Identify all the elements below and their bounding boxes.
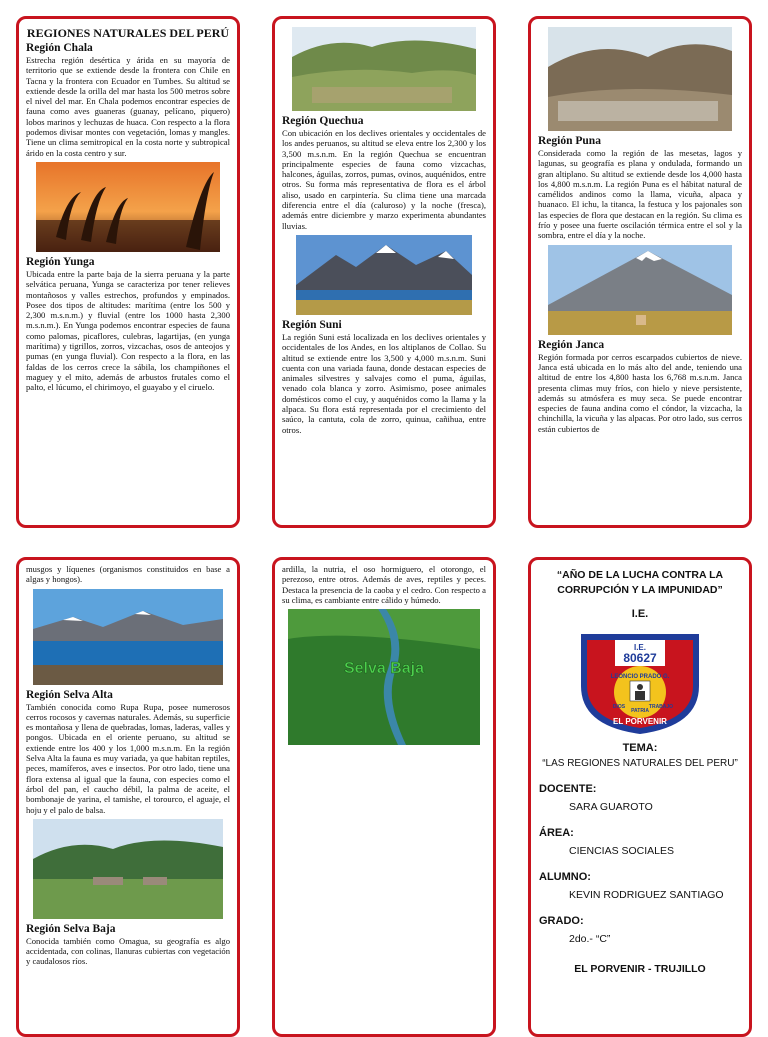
text-janca-continuation: musgos y líquenes (organismos constituidos en base a algas y hongos). [26,564,230,585]
image-selva-baja-river [288,609,480,745]
heading-selva-baja: Región Selva Baja [26,922,116,935]
tema-value: “LAS REGIONES NATURALES DEL PERU” [542,758,738,769]
shield-trabajo: TRABAJO [648,704,674,710]
shield-ie-text: I.E. [633,643,647,652]
shield-dios: DIOS [612,704,626,710]
grado-label: GRADO: [539,915,584,927]
heading-quechua: Región Quechua [282,115,364,127]
panel-puna-janca [528,16,752,528]
year-motto: “AÑO DE LA LUCHA CONTRA LA CORRUPCIÓN Y LA IMPUNIDAD” [556,569,724,596]
ie-label: I.E. [631,608,649,620]
panel-selva [16,557,240,1037]
place-label: EL PORVENIR - TRUJILLO [574,963,706,975]
grado-value: 2do.- “C” [569,933,611,945]
shield-banner: LEONCIO PRADO G. [610,674,670,680]
image-quechua-valley [292,27,476,111]
heading-janca: Región Janca [538,338,605,351]
shield-number: 80627 [623,651,657,665]
alumno-value: KEVIN RODRIGUEZ SANTIAGO [569,889,724,901]
heading-suni: Región Suni [282,318,342,331]
text-janca: Región formada por cerros escarpados cubiertos de nieve. Janca está ubicada en lo más alto del ande, teniendo una altitud de entre los 4,800 hasta los 6,768 m.s.n.m. Janca presenta climas muy fríos, con hielo y nieve persistente, además su atmósfera es muy seca. Se puede encontrar especies de fauna andina como el cóndor, la vizcacha, la chinchilla, la vicuña y las alpacas. Por otro lado, sus cerros están cubiertos de [538,351,742,434]
heading-chala: Región Chala [26,42,93,54]
text-yunga: Ubicada entre la parte baja de la sierra peruana y la parte selvática peruana, Yunga se caracteriza por tener relieves montañosos y valles estrechos, profundos y empinados. Posee dos tipos de altitudes: marítima (entre los 500 y 2,300 m.s.n.m.) y fluvial (entre los 1000 hasta 2,300 m.s.n.m.). En Yunga podemos encontrar especies de fauna como palomas, picaflores, culebras, lagartijas, (en yunga marítima) y tigrillos, zorros, vizcachas, osos de anteojos y pumas (en yunga fluvial). Con respecto a la flora, en las faldas de los cerros crece la sábila, los champiñones el maguey y el mito, además de arbustos frutales como el palto, el lúcumo, el chirimoyo, el guayabo y el ciruelo. [26,268,230,393]
area-value: CIENCIAS SOCIALES [569,845,675,857]
image-selva-alta-lake [33,589,223,685]
text-selva-baja-continuation: ardilla, la nutria, el oso hormiguero, el otorongo, el perezoso, entre otros. Además de aves, reptiles y peces. Destaca la presencia de la caoba y el cedro. Con respecto a su clima, es cambiante entre cálido y húmedo. [282,564,486,605]
text-puna: Considerada como la región de las mesetas, lagos y lagunas, su geografía es plana y ondulada, formando un gran altiplano. Su altitud se extiende desde los 4,000 hasta los 4,800 m.s.n.m. La región Puna es el hábitat natural de camélidos andinos como la llama, vicuña, alpaca y huanaco. El ichu, la titanca, la festuca y los pajonales son las especies de flora que destacan en la región. Su clima es frío y posee una fuerte oscilación térmica entre el sol y la sombra, entre el día y la noche. [538,148,742,241]
image-chala-beach [36,162,220,252]
image-caption: Selva Baja [343,660,425,678]
panel-quechua-suni [272,16,496,528]
text-selva-baja: Conocida también como Omagua, su geografía es algo accidentada, con colinas, llanuras cubiertas con vegetación y caudalosos ríos. [26,935,230,967]
image-puna-town [548,27,732,131]
alumno-label: ALUMNO: [539,871,591,883]
docente-label: DOCENTE: [539,783,597,795]
panel-selva-baja-cont [272,557,496,1037]
panel-chala-yunga [16,16,240,528]
text-suni: La región Suni está localizada en los declives orientales y occidentales de los Andes, en los altiplanos de Collao. Su altitud se extiende entre los 3,500 y 4,000 m.s.n.m. Suni cuenta con una variada fauna, donde destacan especies de animales silvestres y salvajes como el puma, águilas, venado cola blanca y zorro. Asimismo, posee animales domésticos como el cuy, y auquénidos como la llama y la alpaca. Su flora está representada por el crecimiento del saúco, la cantuta, cola de zorro, quinua, cañihua, entre otros. [282,331,486,435]
area-label: ÁREA: [539,827,574,839]
heading-puna: Región Puna [538,135,601,147]
image-suni-mountains [296,235,472,315]
panel-cover [528,557,752,1037]
heading-yunga: Región Yunga [26,255,95,268]
text-quechua: Con ubicación en los declives orientales y occidentales de los andes peruanos, su altitud se eleva entre los 2,300 y los 3,500 m.s.n.m. En la región Quechua se encuentran principalmente especies de fauna como vizcachas, halcones, águilas, zorros, pumas, ovinos, auquénidos, entre otros. Su forma más representativa de flora es el árbol aliso, usado en carpintería. Su clima tiene una marcada diferencia entre el día (caluroso) y la noche (fresca), además entre diciembre y marzo experimenta abundantes lluvias. [282,128,486,231]
shield-porvenir: EL PORVENIR [613,717,667,726]
shield-patria: PATRIA [631,708,649,714]
school-shield-logo [575,626,705,736]
heading-selva-alta: Región Selva Alta [26,688,113,701]
image-janca-volcano [548,245,732,335]
tema-label: TEMA: [622,742,658,754]
docente-value: SARA GUAROTO [569,801,653,813]
image-selva-alta-village [33,819,223,919]
text-selva-alta: También conocida como Rupa Rupa, posee numerosos cerros rocosos y cavernas naturales. Además, su superficie es montañosa y llena de quebradas, lomas, laderas, valles y pongos. Ubicada en el oriente peruano, su altitud se extiende entre los 400 y los 1,000 m.s.n.m. En la región Selva Alta la fauna es muy variada, ya que habitan reptiles, peces, mamíferos, aves e insectos. Por otro lado, tiene una flora extensa al igual que la fauna, con especies como el árbol del pan, el caucho débil, la palma de aceite, el bombonaje de yarina, el tamishe, el torourco, el aguaje, el hoju y el palo de balsa. [26,701,230,815]
page-title: REGIONES NATURALES DEL PERÚ [26,26,230,40]
text-chala: Estrecha región desértica y árida en su mayoría de territorio que se extiende desde la frontera con Chile en Tacna y la frontera con Ecuador en Tumbes. Su altitud se extiende desde la orilla del mar hasta los 500 metros sobre el nivel del mar. En Chala podemos encontrar especies de fauna como aves guaneras (guanay, pelícano, piquero) lobos marinos y lechuzas de huaca. Con respecto a la flora podemos divisar montes con vegetación, lomas y mangles. Tiene un clima semitropical en la costa norte y subtropical árido en la costa centro y sur. [26,55,230,158]
